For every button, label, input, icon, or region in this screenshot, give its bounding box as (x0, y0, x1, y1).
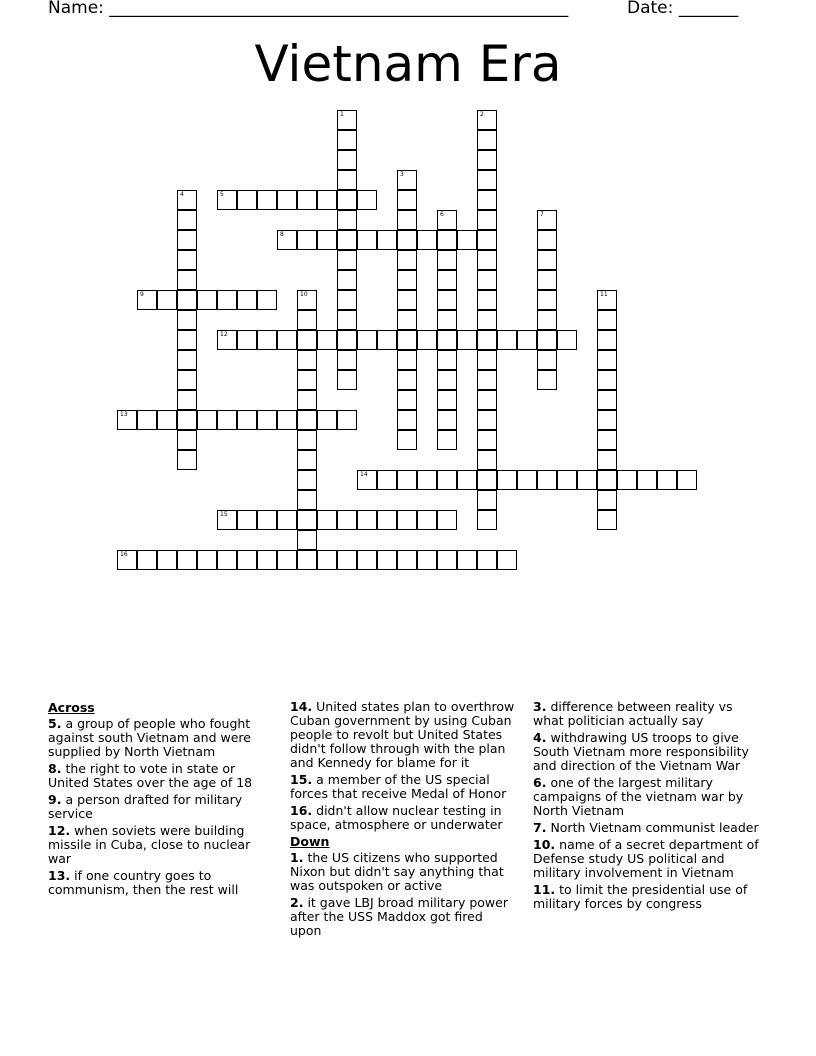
cell-number: 5 (220, 191, 224, 198)
crossword-cell[interactable] (297, 230, 317, 250)
date-field[interactable]: Date: _______ (627, 0, 739, 18)
crossword-cell[interactable] (337, 510, 357, 530)
crossword-cell[interactable] (297, 190, 317, 210)
cell-number: 14 (360, 471, 368, 478)
crossword-cell[interactable] (337, 170, 357, 190)
crossword-cell[interactable] (517, 470, 537, 490)
crossword-cell[interactable] (557, 330, 577, 350)
clue-number: 6. (533, 775, 547, 790)
crossword-cell[interactable] (337, 330, 357, 350)
clue-text: one of the largest military campaigns of the vietnam war by North Vietnam (533, 775, 744, 818)
crossword-cell[interactable] (577, 470, 597, 490)
cell-number: 11 (600, 291, 608, 298)
crossword-cell[interactable] (397, 290, 417, 310)
crossword-cell[interactable] (537, 370, 557, 390)
clue-number: 11. (533, 882, 556, 897)
crossword-cell[interactable] (297, 450, 317, 470)
crossword-cell[interactable] (437, 210, 457, 230)
crossword-cell[interactable] (397, 470, 417, 490)
crossword-cell[interactable] (297, 550, 317, 570)
crossword-cell[interactable] (317, 330, 337, 350)
crossword-cell[interactable] (397, 330, 417, 350)
crossword-cell[interactable] (397, 390, 417, 410)
clue-down-7 (533, 821, 761, 835)
crossword-cell[interactable] (297, 290, 317, 310)
across-heading: Across (48, 700, 95, 715)
crossword-cell[interactable] (477, 270, 497, 290)
crossword-cell[interactable] (137, 550, 157, 570)
crossword-cell[interactable] (437, 270, 457, 290)
crossword-cell[interactable] (537, 470, 557, 490)
clue-text: withdrawing US troops to give South Vietnam more responsibility and direction of the Vietnam War (533, 730, 749, 773)
clue-down-2 (290, 896, 518, 938)
crossword-cell[interactable] (357, 550, 377, 570)
crossword-cell[interactable] (217, 330, 237, 350)
cell-number: 7 (540, 211, 544, 218)
crossword-cell[interactable] (137, 290, 157, 310)
clue-text: the US citizens who supported Nixon but didn't say anything that was outspoken or active (290, 850, 504, 893)
crossword-cell[interactable] (437, 350, 457, 370)
crossword-cell[interactable] (357, 190, 377, 210)
crossword-cell[interactable] (297, 330, 317, 350)
cell-number: 15 (220, 511, 228, 518)
clue-number: 15. (290, 772, 313, 787)
crossword-cell[interactable] (477, 510, 497, 530)
crossword-cell[interactable] (337, 110, 357, 130)
crossword-cell[interactable] (477, 290, 497, 310)
page-title: Vietnam Era (254, 35, 562, 93)
crossword-cell[interactable] (357, 230, 377, 250)
crossword-cell[interactable] (277, 230, 297, 250)
clue-column-2 (290, 700, 518, 941)
crossword-cell[interactable] (197, 550, 217, 570)
crossword-cell[interactable] (337, 550, 357, 570)
cell-number: 16 (120, 551, 128, 558)
clue-number: 10. (533, 837, 556, 852)
crossword-cell[interactable] (417, 550, 437, 570)
crossword-cell[interactable] (177, 370, 197, 390)
crossword-cell[interactable] (477, 230, 497, 250)
crossword-cell[interactable] (277, 410, 297, 430)
crossword-cell[interactable] (157, 550, 177, 570)
crossword-cell[interactable] (177, 270, 197, 290)
clue-text: a person drafted for military service (48, 792, 243, 821)
clue-number: 3. (533, 699, 547, 714)
crossword-cell[interactable] (397, 270, 417, 290)
crossword-cell[interactable] (397, 410, 417, 430)
crossword-cell[interactable] (457, 330, 477, 350)
crossword-cell[interactable] (377, 550, 397, 570)
clue-across-15 (290, 773, 518, 801)
crossword-cell[interactable] (397, 170, 417, 190)
crossword-cell[interactable] (597, 510, 617, 530)
crossword-cell[interactable] (297, 430, 317, 450)
clue-text: a member of the US special forces that receive Medal of Honor (290, 772, 507, 801)
clue-text: if one country goes to communism, then the rest will (48, 868, 239, 897)
crossword-cell[interactable] (477, 430, 497, 450)
clue-across-14 (290, 700, 518, 770)
crossword-cell[interactable] (397, 230, 417, 250)
crossword-cell[interactable] (337, 310, 357, 330)
crossword-cell[interactable] (457, 230, 477, 250)
clue-number: 13. (48, 868, 71, 883)
crossword-cell[interactable] (537, 270, 557, 290)
crossword-cell[interactable] (397, 350, 417, 370)
crossword-cell[interactable] (397, 510, 417, 530)
crossword-cell[interactable] (217, 410, 237, 430)
crossword-cell[interactable] (437, 370, 457, 390)
name-field[interactable]: Name: ______________________________________________________ (48, 0, 569, 18)
clue-across-16 (290, 804, 518, 832)
crossword-cell[interactable] (597, 490, 617, 510)
crossword-cell[interactable] (477, 110, 497, 130)
crossword-cell[interactable] (397, 550, 417, 570)
crossword-cell[interactable] (477, 190, 497, 210)
crossword-cell[interactable] (177, 310, 197, 330)
crossword-cell[interactable] (597, 410, 617, 430)
clue-across-9 (48, 793, 276, 821)
clue-text: difference between reality vs what politician actually say (533, 699, 733, 728)
crossword-cell[interactable] (397, 210, 417, 230)
crossword-cell[interactable] (337, 410, 357, 430)
clue-across-12 (48, 824, 276, 866)
crossword-cell[interactable] (497, 470, 517, 490)
crossword-cell[interactable] (197, 410, 217, 430)
crossword-cell[interactable] (277, 510, 297, 530)
crossword-cell[interactable] (177, 410, 197, 430)
crossword-cell[interactable] (477, 310, 497, 330)
crossword-cell[interactable] (597, 430, 617, 450)
crossword-cell[interactable] (157, 290, 177, 310)
crossword-cell[interactable] (337, 230, 357, 250)
crossword-cell[interactable] (457, 550, 477, 570)
crossword-cell[interactable] (117, 410, 137, 430)
crossword-cell[interactable] (217, 510, 237, 530)
clue-down-11 (533, 883, 761, 911)
crossword-cell[interactable] (397, 250, 417, 270)
crossword-cell[interactable] (297, 370, 317, 390)
crossword-cell[interactable] (477, 210, 497, 230)
crossword-cell[interactable] (297, 350, 317, 370)
clue-column-3 (533, 700, 761, 914)
crossword-cell[interactable] (337, 250, 357, 270)
crossword-cell[interactable] (417, 330, 437, 350)
clue-text: when soviets were building missile in Cuba, close to nuclear war (48, 823, 251, 866)
crossword-cell[interactable] (417, 510, 437, 530)
crossword-cell[interactable] (477, 390, 497, 410)
crossword-cell[interactable] (377, 230, 397, 250)
cell-number: 6 (440, 211, 444, 218)
cell-number: 1 (340, 111, 344, 118)
crossword-cell[interactable] (557, 470, 577, 490)
crossword-cell[interactable] (237, 190, 257, 210)
crossword-cell[interactable] (317, 190, 337, 210)
crossword-cell[interactable] (597, 290, 617, 310)
crossword-cell[interactable] (177, 250, 197, 270)
cell-number: 3 (400, 171, 404, 178)
crossword-cell[interactable] (337, 270, 357, 290)
clue-number: 4. (533, 730, 547, 745)
crossword-cell[interactable] (657, 470, 677, 490)
crossword-cell[interactable] (237, 510, 257, 530)
clue-text: to limit the presidential use of military forces by congress (533, 882, 748, 911)
crossword-cell[interactable] (397, 370, 417, 390)
crossword-cell[interactable] (177, 350, 197, 370)
clue-down-1 (290, 851, 518, 893)
crossword-cell[interactable] (337, 130, 357, 150)
crossword-cell[interactable] (297, 510, 317, 530)
crossword-cell[interactable] (537, 350, 557, 370)
crossword-cell[interactable] (317, 230, 337, 250)
crossword-cell[interactable] (457, 470, 477, 490)
crossword-cell[interactable] (317, 510, 337, 530)
clue-text: the right to vote in state or United States over the age of 18 (48, 761, 253, 790)
crossword-cell[interactable] (497, 330, 517, 350)
crossword-cell[interactable] (197, 290, 217, 310)
crossword-cell[interactable] (177, 210, 197, 230)
clue-number: 7. (533, 820, 547, 835)
crossword-cell[interactable] (437, 390, 457, 410)
crossword-cell[interactable] (277, 550, 297, 570)
crossword-cell[interactable] (157, 410, 177, 430)
clue-down-10 (533, 838, 761, 880)
crossword-cell[interactable] (437, 410, 457, 430)
crossword-cell[interactable] (277, 190, 297, 210)
clue-number: 1. (290, 850, 304, 865)
clue-across-13 (48, 869, 276, 897)
crossword-cell[interactable] (477, 330, 497, 350)
crossword-cell[interactable] (257, 550, 277, 570)
crossword-cell[interactable] (337, 370, 357, 390)
crossword-cell[interactable] (437, 230, 457, 250)
crossword-cell[interactable] (597, 470, 617, 490)
crossword-cell[interactable] (537, 210, 557, 230)
cell-number: 12 (220, 331, 228, 338)
clue-down-3 (533, 700, 761, 728)
crossword-cell[interactable] (537, 330, 557, 350)
crossword-cell[interactable] (217, 550, 237, 570)
clue-across-8 (48, 762, 276, 790)
crossword-cell[interactable] (357, 510, 377, 530)
crossword-cell[interactable] (297, 410, 317, 430)
crossword-cell[interactable] (477, 470, 497, 490)
crossword-cell[interactable] (677, 470, 697, 490)
cell-number: 8 (280, 231, 284, 238)
crossword-cell[interactable] (417, 470, 437, 490)
crossword-cell[interactable] (437, 310, 457, 330)
crossword-cell[interactable] (437, 330, 457, 350)
clue-text: didn't allow nuclear testing in space, atmosphere or underwater (290, 803, 503, 832)
crossword-cell[interactable] (337, 190, 357, 210)
clue-text: it gave LBJ broad military power after the USS Maddox got fired upon (290, 895, 508, 938)
crossword-cell[interactable] (177, 550, 197, 570)
crossword-cell[interactable] (377, 510, 397, 530)
crossword-cell[interactable] (597, 450, 617, 470)
crossword-cell[interactable] (177, 290, 197, 310)
clue-number: 16. (290, 803, 313, 818)
crossword-cell[interactable] (177, 190, 197, 210)
clue-number: 9. (48, 792, 62, 807)
crossword-cell[interactable] (597, 330, 617, 350)
crossword-cell[interactable] (237, 550, 257, 570)
crossword-cell[interactable] (257, 290, 277, 310)
crossword-cell[interactable] (597, 350, 617, 370)
crossword-cell[interactable] (257, 510, 277, 530)
crossword-cell[interactable] (317, 550, 337, 570)
crossword-cell[interactable] (277, 330, 297, 350)
crossword-cell[interactable] (357, 470, 377, 490)
crossword-cell[interactable] (437, 470, 457, 490)
crossword-cell[interactable] (517, 330, 537, 350)
cell-number: 4 (180, 191, 184, 198)
down-heading: Down (290, 834, 330, 849)
crossword-cell[interactable] (257, 190, 277, 210)
crossword-cell[interactable] (237, 410, 257, 430)
clue-number: 12. (48, 823, 71, 838)
crossword-cell[interactable] (177, 430, 197, 450)
clue-number: 8. (48, 761, 62, 776)
crossword-cell[interactable] (177, 390, 197, 410)
crossword-cell[interactable] (437, 510, 457, 530)
clue-text: name of a secret department of Defense study US political and military involvement in Vietnam (533, 837, 759, 880)
crossword-cell[interactable] (477, 170, 497, 190)
clue-column-1 (48, 700, 276, 900)
crossword-cell[interactable] (617, 470, 637, 490)
crossword-cell[interactable] (537, 250, 557, 270)
clue-down-4 (533, 731, 761, 773)
crossword-cell[interactable] (337, 350, 357, 370)
crossword-cell[interactable] (477, 450, 497, 470)
crossword-cell[interactable] (237, 290, 257, 310)
clue-number: 2. (290, 895, 304, 910)
crossword-cell[interactable] (477, 550, 497, 570)
crossword-cell[interactable] (397, 430, 417, 450)
crossword-cell[interactable] (177, 230, 197, 250)
clue-text: North Vietnam communist leader (550, 820, 759, 835)
crossword-cell[interactable] (257, 410, 277, 430)
clue-across-5 (48, 717, 276, 759)
crossword-cell[interactable] (537, 230, 557, 250)
clue-number: 14. (290, 699, 313, 714)
crossword-cell[interactable] (297, 490, 317, 510)
crossword-cell[interactable] (337, 290, 357, 310)
crossword-cell[interactable] (297, 530, 317, 550)
crossword-cell[interactable] (597, 370, 617, 390)
clue-text: United states plan to overthrow Cuban government by using Cuban people to revolt but United States didn't follow through with the plan and Kennedy for blame for it (290, 699, 515, 770)
crossword-cell[interactable] (437, 430, 457, 450)
crossword-cell[interactable] (417, 230, 437, 250)
crossword-cell[interactable] (377, 470, 397, 490)
crossword-cell[interactable] (597, 390, 617, 410)
crossword-cell[interactable] (297, 310, 317, 330)
crossword-cell[interactable] (177, 330, 197, 350)
crossword-cell[interactable] (377, 330, 397, 350)
crossword-cell[interactable] (477, 490, 497, 510)
crossword-cell[interactable] (337, 210, 357, 230)
crossword-cell[interactable] (477, 410, 497, 430)
crossword-cell[interactable] (477, 150, 497, 170)
cell-number: 9 (140, 291, 144, 298)
crossword-cell[interactable] (337, 150, 357, 170)
crossword-cell[interactable] (397, 310, 417, 330)
crossword-cell[interactable] (597, 310, 617, 330)
crossword-cell[interactable] (537, 310, 557, 330)
crossword-cell[interactable] (357, 330, 377, 350)
crossword-cell[interactable] (317, 410, 337, 430)
crossword-cell[interactable] (297, 470, 317, 490)
crossword-cell[interactable] (477, 250, 497, 270)
crossword-cell[interactable] (437, 250, 457, 270)
crossword-cell[interactable] (537, 290, 557, 310)
crossword-cell[interactable] (237, 330, 257, 350)
crossword-cell[interactable] (497, 550, 517, 570)
crossword-cell[interactable] (437, 290, 457, 310)
crossword-cell[interactable] (477, 130, 497, 150)
cell-number: 10 (300, 291, 308, 298)
crossword-cell[interactable] (137, 410, 157, 430)
crossword-cell[interactable] (257, 330, 277, 350)
crossword-cell[interactable] (397, 190, 417, 210)
crossword-cell[interactable] (637, 470, 657, 490)
clue-down-6 (533, 776, 761, 818)
clue-text: a group of people who fought against south Vietnam and were supplied by North Vietnam (48, 716, 251, 759)
cell-number: 13 (120, 411, 128, 418)
cell-number: 2 (480, 111, 484, 118)
crossword-cell[interactable] (177, 450, 197, 470)
clue-number: 5. (48, 716, 62, 731)
crossword-cell[interactable] (217, 290, 237, 310)
crossword-cell[interactable] (297, 390, 317, 410)
crossword-cell[interactable] (217, 190, 237, 210)
crossword-cell[interactable] (477, 350, 497, 370)
crossword-cell[interactable] (477, 370, 497, 390)
crossword-cell[interactable] (117, 550, 137, 570)
crossword-cell[interactable] (437, 550, 457, 570)
